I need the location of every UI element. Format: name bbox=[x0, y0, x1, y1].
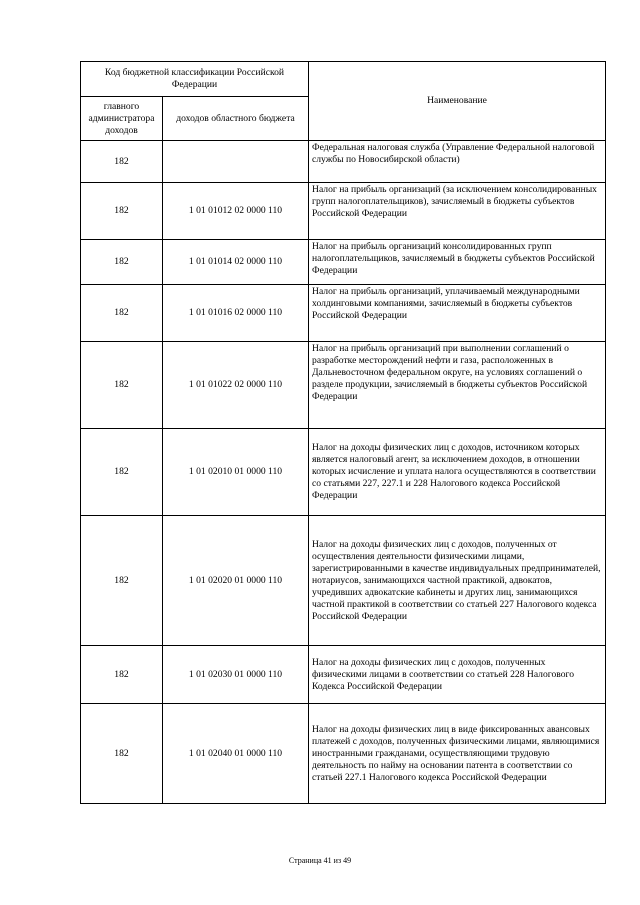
page-number: Страница 41 из 49 bbox=[288, 856, 352, 865]
revenue-name-cell: Налог на доходы физических лиц с доходов, источником которых является налоговый агент, за исключением доходов, в отношении которых исчисление и уплата налога осуществляются в соответствии со статьями 227, 227.1 и 228 Налогового кодекса Российской Федерации bbox=[309, 429, 606, 516]
admin-code-cell: 182 bbox=[81, 285, 163, 342]
table-row bbox=[81, 141, 606, 183]
revenue-code-cell: 1 01 02010 01 0000 110 bbox=[163, 429, 309, 516]
table-row bbox=[81, 183, 606, 240]
classification-code-header: Код бюджетной классификации Российской Федерации bbox=[81, 62, 309, 97]
revenue-name-cell: Федеральная налоговая служба (Управление Федеральной налоговой службы по Новосибирской области) bbox=[309, 141, 606, 183]
name-column-header: Наименование bbox=[309, 62, 606, 141]
admin-code-cell: 182 bbox=[81, 516, 163, 646]
revenue-code-column-header: доходов областного бюджета bbox=[163, 97, 309, 141]
table-row bbox=[81, 342, 606, 429]
revenue-code-cell: 1 01 02030 01 0000 110 bbox=[163, 646, 309, 704]
budget-classification-table bbox=[80, 61, 606, 804]
admin-column-header: главного администратора доходов bbox=[81, 97, 163, 141]
revenue-name-cell: Налог на доходы физических лиц с доходов, полученных физическими лицами в соответствии со статьей 228 Налогового Кодекса Российской Федерации bbox=[309, 646, 606, 704]
admin-code-cell: 182 bbox=[81, 704, 163, 804]
admin-code-cell: 182 bbox=[81, 342, 163, 429]
table-row bbox=[81, 429, 606, 516]
revenue-name-cell: Налог на прибыль организаций (за исключением консолидированных групп налогоплательщиков), зачисляемый в бюджеты субъектов Российской Федерации bbox=[309, 183, 606, 240]
admin-code-cell: 182 bbox=[81, 240, 163, 285]
table-row bbox=[81, 285, 606, 342]
revenue-code-cell bbox=[163, 141, 309, 183]
revenue-code-cell: 1 01 02040 01 0000 110 bbox=[163, 704, 309, 804]
revenue-name-cell: Налог на прибыль организаций при выполнении соглашений о разработке месторождений нефти и газа, расположенных в Дальневосточном федеральном округе, на условиях соглашений о разделе продукции, зачисляемый в бюджеты субъектов Российской Федерации bbox=[309, 342, 606, 429]
revenue-code-cell: 1 01 01014 02 0000 110 bbox=[163, 240, 309, 285]
revenue-code-cell: 1 01 01016 02 0000 110 bbox=[163, 285, 309, 342]
table-row bbox=[81, 240, 606, 285]
revenue-code-cell: 1 01 02020 01 0000 110 bbox=[163, 516, 309, 646]
admin-code-cell: 182 bbox=[81, 183, 163, 240]
admin-code-cell: 182 bbox=[81, 141, 163, 183]
revenue-name-cell: Налог на доходы физических лиц с доходов, полученных от осуществления деятельности физическими лицами, зарегистрированными в качестве индивидуальных предпринимателей, нотариусов, занимающихся частной практикой, адвокатов, учредивших адвокатские кабинеты и других лиц, занимающихся частной практикой в соответствии со статьей 227 Налогового кодекса Российской Федерации bbox=[309, 516, 606, 646]
revenue-code-cell: 1 01 01022 02 0000 110 bbox=[163, 342, 309, 429]
admin-code-cell: 182 bbox=[81, 646, 163, 704]
revenue-code-cell: 1 01 01012 02 0000 110 bbox=[163, 183, 309, 240]
revenue-name-cell: Налог на прибыль организаций консолидированных групп налогоплательщиков, зачисляемый в бюджеты субъектов Российской Федерации bbox=[309, 240, 606, 285]
table-row bbox=[81, 646, 606, 704]
admin-code-cell: 182 bbox=[81, 429, 163, 516]
revenue-name-cell: Налог на доходы физических лиц в виде фиксированных авансовых платежей с доходов, полученных физическими лицами, являющимися иностранными гражданами, осуществляющими трудовую деятельность по найму на основании патента в соответствии со статьей 227.1 Налогового кодекса Российской Федерации bbox=[309, 704, 606, 804]
revenue-name-cell: Налог на прибыль организаций, уплачиваемый международными холдинговыми компаниями, зачисляемый в бюджеты субъектов Российской Федерации bbox=[309, 285, 606, 342]
table-row bbox=[81, 516, 606, 646]
table-row bbox=[81, 704, 606, 804]
